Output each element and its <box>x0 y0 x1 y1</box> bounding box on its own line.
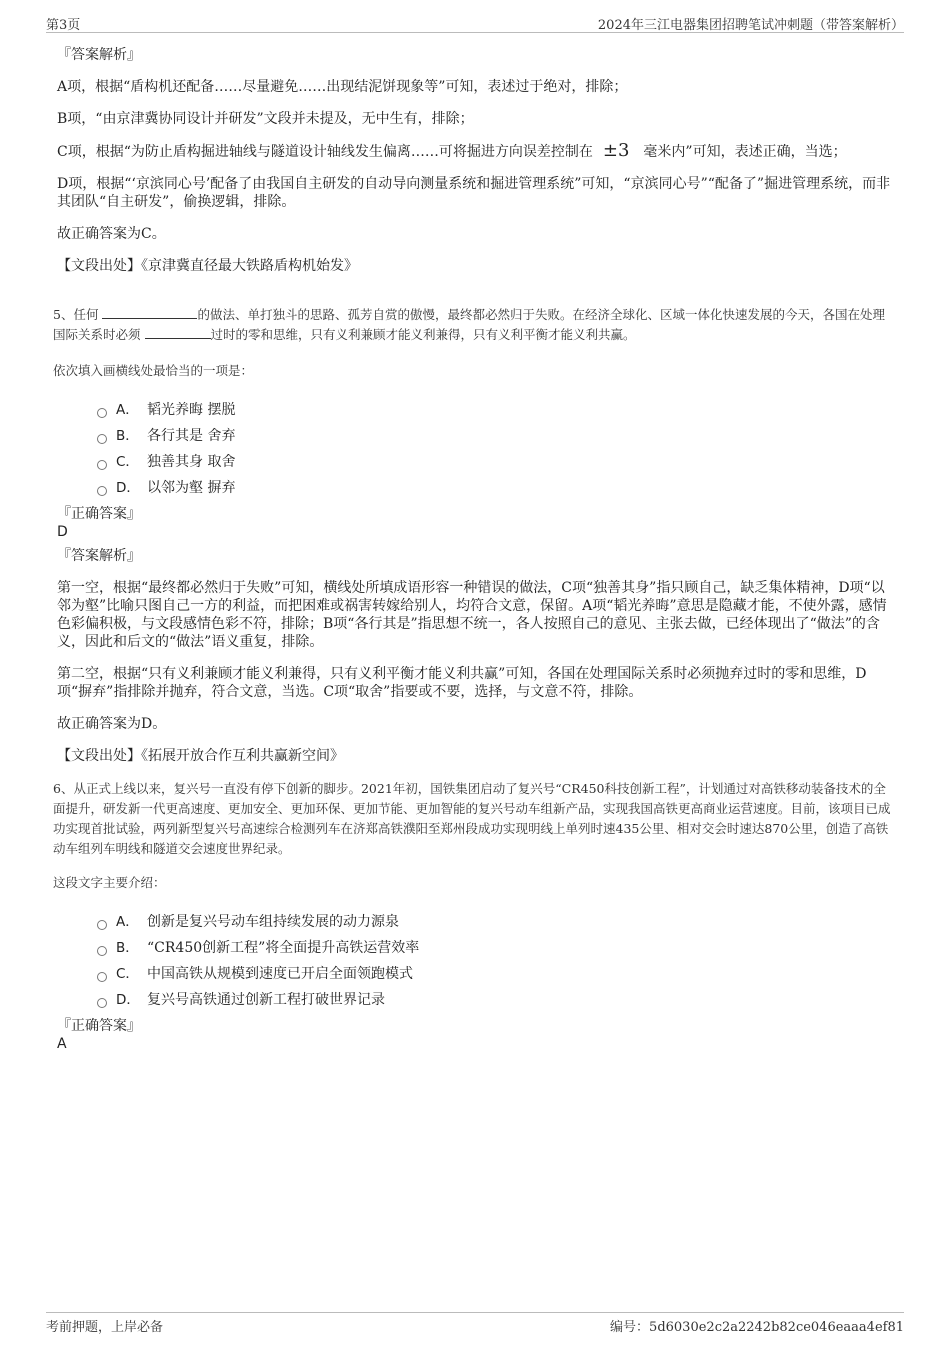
page-footer <box>46 1312 904 1335</box>
option-text: 独善其身 取舍 <box>147 454 236 470</box>
analysis-blank-2: 第二空，根据“只有义利兼顾才能义利兼得，只有义利平衡才能义利共赢”可知，各国在处理国际关系时必须抛弃过时的零和思维，D项“摒弃”指排除并抛弃，符合文意，当选。C项“取舍”指要或不要，选择，与文意不符，排除。 <box>57 666 867 700</box>
analysis-option-c-pre: C项，根据“为防止盾构掘进轴线与隧道设计轴线发生偏离……可将掘进方向误差控制在 <box>57 144 593 160</box>
analysis-source: 【文段出处】《京津冀直径最大铁路盾构机始发》 <box>57 258 358 274</box>
analysis-label: 『答案解析』 <box>57 47 141 63</box>
radio-button[interactable] <box>97 460 107 470</box>
option-letter: C． <box>116 454 139 470</box>
analysis-source: 【文段出处】《拓展开放合作互利共赢新空间》 <box>57 748 344 764</box>
question-5-options <box>97 397 892 501</box>
page-number: 第3页 <box>46 18 81 33</box>
option-b[interactable] <box>97 423 892 449</box>
question-6-stem: 6、从正式上线以来，复兴号一直没有停下创新的脚步。2021年初，国铁集团启动了复兴号“CR450科技创新工程”，计划通过对高铁移动装备技术的全面提升，研发新一代更高速度、更加安全、更加环保、更加节能、更加智能的复兴号动车组新产品，实现我国高铁更高商业运营速度。目前，该项目已成功实现首批试验，两列新型复兴号高速综合检测列车在济郑高铁濮阳至郑州段成功实现明线上单列时速435公里、相对交会时速达870公里，创造了高铁动车组列车明线和隧道交会速度世界纪录。 <box>53 781 891 856</box>
option-a[interactable] <box>97 909 892 935</box>
option-letter: A． <box>116 914 139 930</box>
document-code: 编号：5d6030e2c2a2242b82ce046eaaa4ef81 <box>610 1320 904 1335</box>
analysis-option-c-post: 毫米内”可知，表述正确，当选； <box>643 144 847 160</box>
option-d[interactable] <box>97 987 892 1013</box>
question-6-options <box>97 909 892 1013</box>
radio-button[interactable] <box>97 486 107 496</box>
footer-slogan: 考前押题，上岸必备 <box>46 1320 164 1335</box>
option-letter: B． <box>116 428 139 444</box>
radio-button[interactable] <box>97 998 107 1008</box>
option-letter: D． <box>116 992 140 1008</box>
analysis-option-d: D项，根据“‘京滨同心号’配备了由我国自主研发的自动导向测量系统和掘进管理系统”可知，“京滨同心号”“配备了”掘进管理系统，而非其团队“自主研发”，偷换逻辑，排除。 <box>57 176 891 210</box>
analysis-blank-1: 第一空，根据“最终都必然归于失败”可知，横线处所填成语形容一种错误的做法，C项“独善其身”指只顾自己，缺乏集体精神，D项“以邻为壑”比喻只图自己一方的利益，而把困难或祸害转嫁给别人，均符合文意，保留。A项“韬光养晦”意思是隐藏才能，不使外露，感情色彩偏积极，与文段感情色彩不符，排除；B项“各行其是”指思想不统一，各人按照自己的意见、主张去做，已经体现出了“做法”的含义，因此和后文的“做法”语义重复，排除。 <box>57 580 887 650</box>
radio-button[interactable] <box>97 408 107 418</box>
correct-answer-label: 『正确答案』 <box>57 1018 141 1034</box>
question-5-stem-part3: 过时的零和思维，只有义利兼顾才能义利兼得，只有义利平衡才能义利共赢。 <box>210 327 636 342</box>
analysis-conclusion: 故正确答案为C。 <box>57 226 166 242</box>
document-title: 2024年三江电器集团招聘笔试冲刺题（带答案解析） <box>597 18 904 33</box>
radio-button[interactable] <box>97 946 107 956</box>
correct-answer: A <box>57 1036 67 1052</box>
option-d[interactable] <box>97 475 892 501</box>
option-letter: A． <box>116 402 139 418</box>
option-c[interactable] <box>97 961 892 987</box>
option-letter: B． <box>116 940 139 956</box>
page-content <box>53 46 892 1059</box>
question-5-prompt: 依次填入画横线处最恰当的一项是： <box>53 363 254 378</box>
option-b[interactable] <box>97 935 892 961</box>
option-text: 以邻为壑 摒弃 <box>147 480 236 496</box>
correct-answer-label: 『正确答案』 <box>57 506 141 522</box>
option-letter: D． <box>116 480 140 496</box>
option-letter: C． <box>116 966 139 982</box>
analysis-option-c <box>57 142 892 161</box>
question-5-stem <box>53 305 892 345</box>
option-text: “CR450创新工程”将全面提升高铁运营效率 <box>147 940 420 956</box>
option-text: 中国高铁从规模到速度已开启全面领跑模式 <box>147 966 413 982</box>
analysis-label: 『答案解析』 <box>57 548 141 564</box>
question-5-stem-part2: 的做法、单打独斗的思路、孤芳自赏的傲慢，最终都必然归于失败。在经济全球化、区域一体化快速发展的今天，各国在处理国际关系时必须 <box>53 307 885 342</box>
analysis-option-b: B项，“由京津冀协同设计并研发”文段并未提及，无中生有，排除； <box>57 111 474 127</box>
radio-button[interactable] <box>97 920 107 930</box>
radio-button[interactable] <box>97 972 107 982</box>
option-c[interactable] <box>97 449 892 475</box>
question-5-stem-part1: 5、任何 <box>53 307 99 322</box>
page-header <box>46 14 904 33</box>
plus-minus-formula: ±3 <box>602 140 630 161</box>
option-text: 韬光养晦 摆脱 <box>147 402 236 418</box>
fill-blank-2 <box>145 326 211 339</box>
option-text: 各行其是 舍弃 <box>147 428 236 444</box>
fill-blank-1 <box>102 306 197 319</box>
question-6-prompt: 这段文字主要介绍： <box>53 875 166 890</box>
option-a[interactable] <box>97 397 892 423</box>
radio-button[interactable] <box>97 434 107 444</box>
option-text: 复兴号高铁通过创新工程打破世界记录 <box>147 992 385 1008</box>
analysis-option-a: A项，根据“盾构机还配备……尽量避免……出现结泥饼现象等”可知，表述过于绝对，排除； <box>57 79 628 95</box>
analysis-conclusion: 故正确答案为D。 <box>57 716 167 732</box>
correct-answer: D <box>57 524 68 540</box>
option-text: 创新是复兴号动车组持续发展的动力源泉 <box>147 914 399 930</box>
